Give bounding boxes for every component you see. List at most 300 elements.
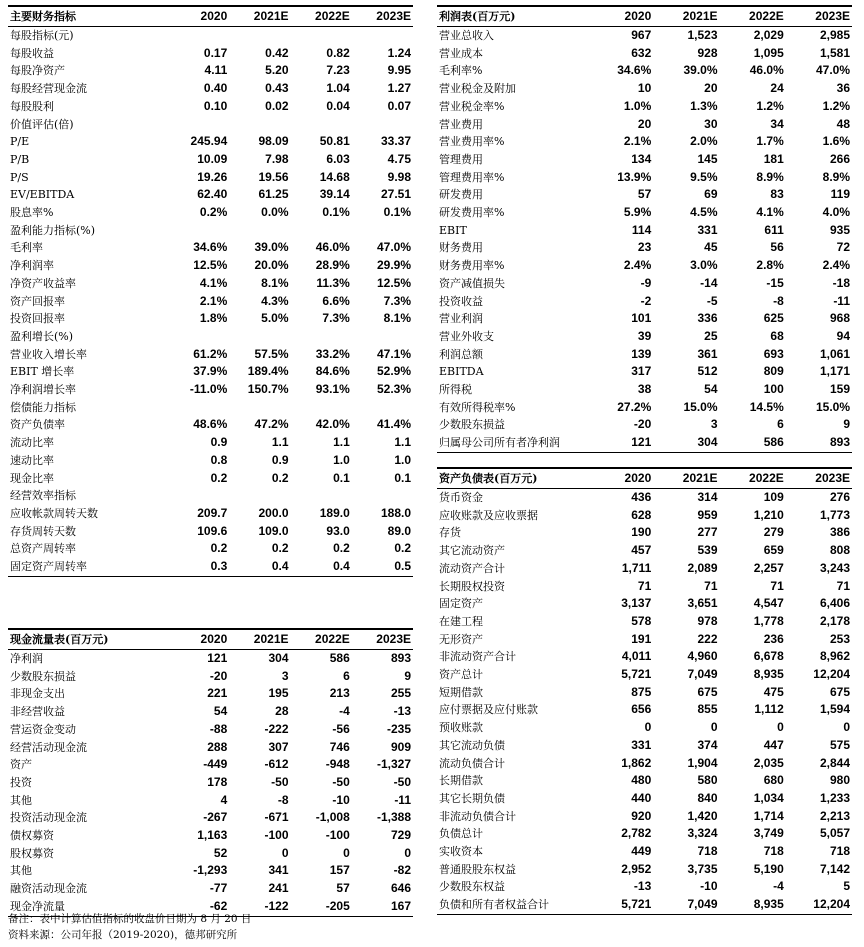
table-header-row [437, 468, 852, 489]
table-row [8, 809, 413, 827]
row-value: 9 [404, 668, 411, 683]
key-metrics-panel [8, 5, 413, 577]
row-value: 28.9% [315, 258, 350, 273]
row-label: 资产总计 [439, 668, 483, 682]
row-value: 855 [697, 702, 718, 717]
row-label: 其它长期负债 [439, 791, 505, 805]
table-row [437, 560, 852, 578]
row-label: 投资回报率 [10, 312, 65, 326]
row-value: 61.25 [258, 187, 289, 202]
row-value: 0.07 [387, 98, 411, 113]
row-value: 0.17 [203, 45, 228, 60]
row-label: 总资产周转率 [10, 542, 76, 556]
income-table [437, 5, 852, 453]
row-value: 181 [763, 151, 784, 166]
table-row [437, 542, 852, 560]
year-header: 2023E [352, 629, 413, 650]
row-value: 680 [763, 773, 784, 788]
row-value: 675 [697, 684, 718, 699]
row-value: 89.0 [387, 523, 411, 538]
row-label: 速动比率 [10, 453, 54, 467]
row-value: 307 [268, 739, 289, 754]
table-row [8, 169, 413, 187]
row-value: 0.2% [199, 205, 228, 220]
row-value: 893 [786, 434, 852, 452]
row-value: -82 [393, 863, 411, 878]
row-value: -100 [325, 828, 350, 843]
row-value: 39.0% [683, 63, 718, 78]
row-label: 非现金支出 [10, 687, 65, 701]
table-header-row [8, 6, 413, 27]
row-value: 0 [343, 845, 350, 860]
row-label: 净利润增长率 [10, 383, 76, 397]
row-value: 628 [631, 507, 652, 522]
row-label: 非流动负债合计 [439, 809, 516, 823]
row-value: 48 [836, 116, 850, 131]
row-value [352, 328, 413, 346]
row-value: 191 [631, 631, 652, 646]
row-value: 539 [697, 543, 718, 558]
row-value: 980 [829, 773, 850, 788]
row-value: 30 [704, 116, 718, 131]
row-value: 7,049 [687, 667, 718, 682]
row-label: 现金净流量 [8, 898, 168, 916]
row-value: 625 [763, 311, 784, 326]
row-value: 222 [697, 631, 718, 646]
table-row [8, 685, 413, 703]
table-row [437, 489, 852, 507]
row-value: 920 [631, 808, 652, 823]
row-value: 45 [704, 240, 718, 255]
row-label: 毛利率 [10, 241, 43, 255]
table-row [437, 719, 852, 737]
row-value: 12,204 [813, 667, 850, 682]
row-value: 0 [404, 845, 411, 860]
table-row [437, 861, 852, 879]
table-row [8, 80, 413, 98]
table-title: 利润表(百万元) [437, 6, 587, 27]
table-row [8, 650, 413, 668]
row-label: 少数股东权益 [439, 880, 505, 894]
table-row [8, 880, 413, 898]
row-value: 1,862 [621, 755, 652, 770]
table-row [8, 275, 413, 293]
row-value: 0.0% [261, 205, 289, 220]
row-label: 长期借款 [439, 774, 483, 788]
row-value: 978 [697, 613, 718, 628]
row-value: 61.2% [193, 346, 228, 361]
row-value: 646 [390, 881, 411, 896]
row-value: 1.0 [394, 452, 411, 467]
row-value: 84.6% [315, 364, 350, 379]
row-value: 114 [631, 222, 652, 237]
table-row [8, 62, 413, 80]
row-value: -1,008 [315, 810, 350, 825]
row-value: 213 [329, 686, 350, 701]
row-value [229, 116, 290, 134]
table-row [437, 222, 852, 240]
row-value: -2 [640, 293, 652, 308]
row-value: 0.8 [210, 452, 228, 467]
table-row [437, 346, 852, 364]
row-value: 27.2% [617, 399, 652, 414]
row-value: 4.3% [261, 293, 289, 308]
row-value: -11 [833, 293, 850, 308]
row-value: 1.24 [387, 45, 411, 60]
row-value: 47.1% [376, 346, 411, 361]
row-value [352, 399, 413, 417]
row-value: 3 [281, 668, 289, 683]
row-value: -10 [332, 792, 350, 807]
row-value: 71 [836, 578, 850, 593]
row-value: 157 [329, 863, 350, 878]
row-label: 偿债能力指标 [10, 400, 76, 414]
row-value: 436 [631, 490, 652, 504]
table-row [437, 755, 852, 773]
table-row [8, 204, 413, 222]
row-label: 固定资产周转率 [8, 558, 168, 576]
row-value: 3 [710, 417, 718, 432]
row-value: 4.5% [690, 205, 718, 220]
row-value: 15.0% [815, 399, 850, 414]
key-metrics-table [8, 5, 413, 577]
row-value: 2,035 [753, 755, 784, 770]
row-value: 1.04 [326, 81, 350, 96]
row-value: 1.0 [333, 452, 350, 467]
row-value: 42.0% [315, 417, 350, 432]
cash-flow-panel [8, 628, 413, 917]
year-header: 2020 [587, 468, 653, 489]
table-row [8, 186, 413, 204]
row-value: 253 [829, 631, 850, 646]
row-value: 109.6 [197, 523, 228, 538]
row-value [168, 328, 229, 346]
row-label: 投资 [10, 775, 32, 789]
row-value: 893 [390, 651, 411, 665]
row-value: -235 [386, 721, 411, 736]
row-value: 94 [836, 328, 850, 343]
row-value: 221 [207, 686, 228, 701]
year-header: 2022E [720, 468, 786, 489]
row-value: 7.98 [265, 151, 289, 166]
row-value: -77 [209, 881, 228, 896]
year-header: 2020 [587, 6, 653, 27]
row-value: 20.0% [254, 258, 289, 273]
row-label: 应收帐款周转天数 [10, 506, 98, 520]
row-value: 3,137 [621, 596, 652, 611]
table-row [437, 666, 852, 684]
row-value: 2,952 [621, 861, 652, 876]
row-value: 1.1 [271, 435, 289, 450]
table-row [8, 27, 413, 45]
row-value: 3.0% [690, 258, 718, 273]
row-value [168, 27, 229, 45]
row-value: 38 [637, 382, 652, 397]
row-value [168, 222, 229, 240]
table-row [8, 756, 413, 774]
row-value: -13 [393, 704, 411, 719]
row-value: -88 [209, 721, 228, 736]
row-value: 189.4% [247, 364, 289, 379]
row-value: 188.0 [380, 505, 411, 520]
row-label: EV/EBITDA [10, 188, 75, 202]
row-value: 1,420 [687, 808, 718, 823]
row-value: 52 [213, 845, 228, 860]
row-value: 0.4 [229, 558, 290, 576]
row-value: 4,547 [753, 596, 784, 611]
row-value: 46.0% [749, 63, 784, 78]
table-row [437, 737, 852, 755]
row-value: 20 [704, 81, 718, 96]
row-value: 808 [829, 543, 850, 558]
row-value [352, 487, 413, 505]
row-value: 5,721 [621, 667, 652, 682]
row-value: 4,011 [621, 649, 652, 664]
table-row [437, 843, 852, 861]
row-value: -18 [832, 275, 850, 290]
row-value: -13 [633, 879, 652, 894]
row-value: 6 [777, 417, 784, 432]
row-value: -5 [706, 293, 718, 308]
table-row [437, 631, 852, 649]
row-label: 非经营收益 [10, 705, 65, 719]
row-value: 447 [763, 737, 784, 752]
table-row [437, 399, 852, 417]
row-value: 0.2 [271, 470, 289, 485]
row-value: -11.0% [189, 382, 228, 397]
row-value: 241 [268, 881, 289, 896]
row-value: 7,142 [819, 861, 850, 876]
row-label: 实收资本 [439, 845, 483, 859]
table-header-row [8, 629, 413, 650]
row-value: 1,095 [753, 45, 784, 60]
row-value: 1.6% [822, 134, 850, 149]
row-value: 109.0 [258, 523, 289, 538]
row-label: 财务费用 [439, 241, 483, 255]
row-value: 928 [697, 45, 718, 60]
row-value: 1.7% [756, 134, 784, 149]
row-label: 资产减值损失 [439, 276, 505, 290]
table-row [437, 275, 852, 293]
table-row [8, 257, 413, 275]
row-value: 1,112 [754, 702, 784, 717]
row-label: 股息率% [10, 206, 54, 220]
row-value: 0.43 [265, 81, 289, 96]
row-value: -449 [203, 757, 228, 772]
row-value: -10 [700, 879, 718, 894]
table-row [8, 792, 413, 810]
row-label: 债权募资 [10, 829, 54, 843]
row-value [168, 487, 229, 505]
row-value: 1.0% [623, 98, 652, 113]
row-label: 营业费用 [439, 117, 483, 131]
row-value: 0.2 [333, 541, 350, 556]
row-label: 负债总计 [439, 827, 483, 841]
row-value: 0.1 [333, 470, 350, 485]
row-label: 营业总收入 [439, 29, 494, 42]
table-row [8, 45, 413, 63]
table-row [8, 668, 413, 686]
footnotes [8, 911, 428, 943]
row-value: 4.0% [822, 205, 850, 220]
row-value: -50 [332, 774, 350, 789]
table-row [8, 470, 413, 488]
row-value: 0.42 [265, 45, 289, 60]
row-value: 1,904 [687, 755, 718, 770]
table-row [437, 595, 852, 613]
table-row [8, 452, 413, 470]
row-value: 611 [764, 222, 784, 237]
row-value: 746 [329, 739, 350, 754]
table-row [8, 381, 413, 399]
row-value: 0.40 [203, 81, 228, 96]
row-value: 33.2% [315, 346, 350, 361]
row-value: 6,406 [819, 596, 850, 611]
row-value: 0 [644, 720, 652, 735]
row-value: 93.0 [326, 523, 350, 538]
table-title: 主要财务指标 [8, 6, 168, 27]
row-label: P/S [10, 170, 29, 184]
row-value: -15 [766, 275, 784, 290]
table-row [437, 310, 852, 328]
table-row [8, 116, 413, 134]
cash-flow-table [8, 628, 413, 917]
row-value: 374 [697, 737, 718, 752]
table-row [8, 739, 413, 757]
row-label: 营业税金及附加 [439, 82, 516, 96]
row-value: 236 [763, 631, 784, 646]
row-label: 少数股东损益 [10, 669, 76, 683]
row-label: 净利润 [10, 652, 43, 665]
row-value: 967 [631, 28, 652, 42]
row-value: 15.0% [683, 399, 718, 414]
row-value: 57 [336, 881, 350, 896]
row-value: -948 [325, 757, 350, 772]
row-value: 718 [697, 844, 718, 859]
row-value: 5,190 [753, 861, 784, 876]
row-label: 有效所得税率% [439, 400, 516, 414]
row-label: 营运资金变动 [10, 722, 76, 736]
table-row [8, 827, 413, 845]
row-value: 729 [390, 828, 411, 843]
row-value: -671 [264, 810, 289, 825]
row-label: 每股指标(元) [10, 29, 74, 42]
year-header: 2021E [229, 6, 290, 27]
table-row [437, 257, 852, 275]
row-value: 1.2% [822, 98, 850, 113]
row-label: 流动负债合计 [439, 756, 505, 770]
table-row [437, 896, 852, 914]
row-value: 840 [697, 790, 718, 805]
row-value: 0.1% [322, 205, 350, 220]
row-value: 875 [631, 684, 652, 699]
row-label: 营业费用率% [439, 135, 505, 149]
row-value: 19.56 [258, 169, 289, 184]
table-row [8, 346, 413, 364]
row-value: 718 [829, 844, 850, 859]
row-value: 57.5% [254, 346, 289, 361]
row-value: 24 [770, 81, 784, 96]
row-label: 其他 [10, 793, 32, 807]
row-value: 1,061 [819, 346, 850, 361]
row-value: 632 [631, 45, 652, 60]
row-value: 317 [631, 364, 652, 379]
row-label: 管理费用率% [439, 170, 505, 184]
year-header: 2023E [352, 6, 413, 27]
year-header: 2022E [291, 629, 352, 650]
row-value: 25 [704, 328, 718, 343]
row-value: 8,935 [753, 667, 784, 682]
row-value: 8.1% [383, 311, 411, 326]
table-row [437, 381, 852, 399]
row-value: 2.1% [199, 293, 228, 308]
row-label: 负债和所有者权益合计 [437, 896, 587, 914]
table-row [8, 540, 413, 558]
table-row [8, 239, 413, 257]
row-value: 2.1% [623, 134, 652, 149]
table-row [8, 845, 413, 863]
row-value: 2,985 [819, 28, 850, 42]
row-value [291, 27, 352, 45]
table-row [437, 648, 852, 666]
table-row [437, 98, 852, 116]
row-value [229, 399, 290, 417]
row-label: P/E [10, 135, 30, 149]
table-row [8, 487, 413, 505]
row-value: 809 [763, 364, 784, 379]
row-value: 100 [763, 382, 784, 397]
row-value [229, 487, 290, 505]
row-label: 营业利润 [439, 312, 483, 326]
row-value: -1,327 [376, 757, 411, 772]
row-value: 1,523 [687, 28, 718, 42]
row-value: 34.6% [617, 63, 652, 78]
row-value: 1.8% [199, 311, 228, 326]
row-value: 4.75 [387, 151, 411, 166]
table-row [8, 98, 413, 116]
row-value: 0 [710, 720, 718, 735]
row-label: 普通股股东权益 [439, 862, 516, 876]
row-label: 营业成本 [439, 46, 483, 60]
row-value: 2,089 [687, 560, 718, 575]
row-value: 675 [829, 684, 850, 699]
row-value [291, 399, 352, 417]
row-value: 68 [770, 328, 784, 343]
table-row [8, 505, 413, 523]
year-header: 2020 [168, 6, 229, 27]
row-value: 959 [697, 507, 718, 522]
row-value: 41.4% [376, 417, 411, 432]
table-row [437, 363, 852, 381]
row-value: -20 [209, 668, 228, 683]
row-value [291, 328, 352, 346]
table-row [437, 27, 852, 45]
row-value: 0.5 [352, 558, 413, 576]
row-value: 23 [637, 240, 652, 255]
row-value: 11.3% [316, 275, 350, 290]
row-value: 29.9% [376, 258, 411, 273]
row-value: 659 [763, 543, 784, 558]
row-value: 586 [720, 434, 786, 452]
row-value: 1,210 [753, 507, 784, 522]
table-row [437, 62, 852, 80]
row-label: 经营活动现金流 [10, 740, 87, 754]
row-value: 159 [829, 382, 850, 397]
row-value: -612 [264, 757, 289, 772]
table-row [437, 524, 852, 542]
table-row [437, 169, 852, 187]
row-value: 2.4% [623, 258, 652, 273]
